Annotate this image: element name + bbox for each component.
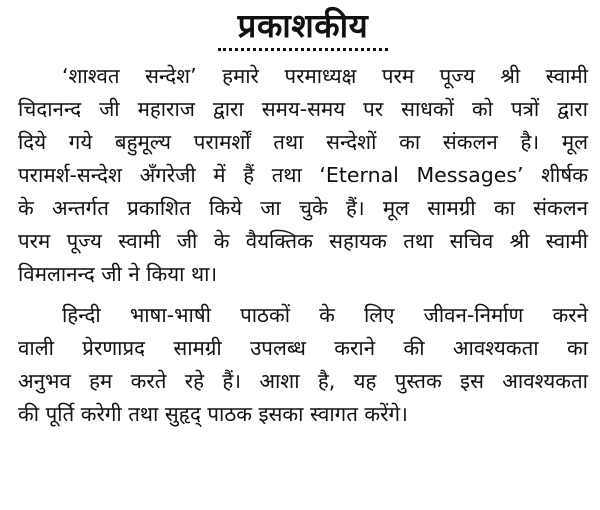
paragraph-line: परामर्श-सन्देश अँगरेजी में हैं तथा ‘Eternal Messages’ शीर्षक [18,163,588,187]
paragraph-line: दिये गये बहुमूल्य परामर्शों तथा सन्देशों का संकलन है। मूल [18,130,588,154]
heading-block [18,0,588,58]
paragraph-1 [18,60,588,291]
paragraph-line: ‘शाश्वत सन्देश’ हमारे परमाध्यक्ष परम पूज्य श्री स्वामी [62,64,588,88]
document-body [18,58,588,431]
paragraph-line: वाली प्रेरणाप्रद सामग्री उपलब्ध कराने की आवश्यकता का [18,336,588,360]
paragraph-line: परम पूज्य स्वामी जी के वैयक्तिक सहायक तथा सचिव श्री स्वामी [18,229,588,253]
paragraph-2 [18,299,588,431]
paragraph-line: चिदानन्द जी महाराज द्वारा समय-समय पर साधकों को पत्रों द्वारा [18,97,588,121]
paragraph-line: के अन्तर्गत प्रकाशित किये जा चुके हैं। मूल सामग्री का संकलन [18,196,588,220]
page-title: प्रकाशकीय [237,6,369,45]
paragraph-line: हिन्दी भाषा-भाषी पाठकों के लिए जीवन-निर्माण करने [62,303,588,327]
paragraph-line: अनुभव हम करते रहे हैं। आशा है, यह पुस्तक इस आवश्यकता [18,369,588,393]
paragraph-line: की पूर्ति करेगी तथा सुहृद् पाठक इसका स्वागत करेंगे। [18,402,408,426]
paragraph-line: विमलानन्द जी ने किया था। [18,262,218,286]
title-dotted-underline [218,48,388,51]
